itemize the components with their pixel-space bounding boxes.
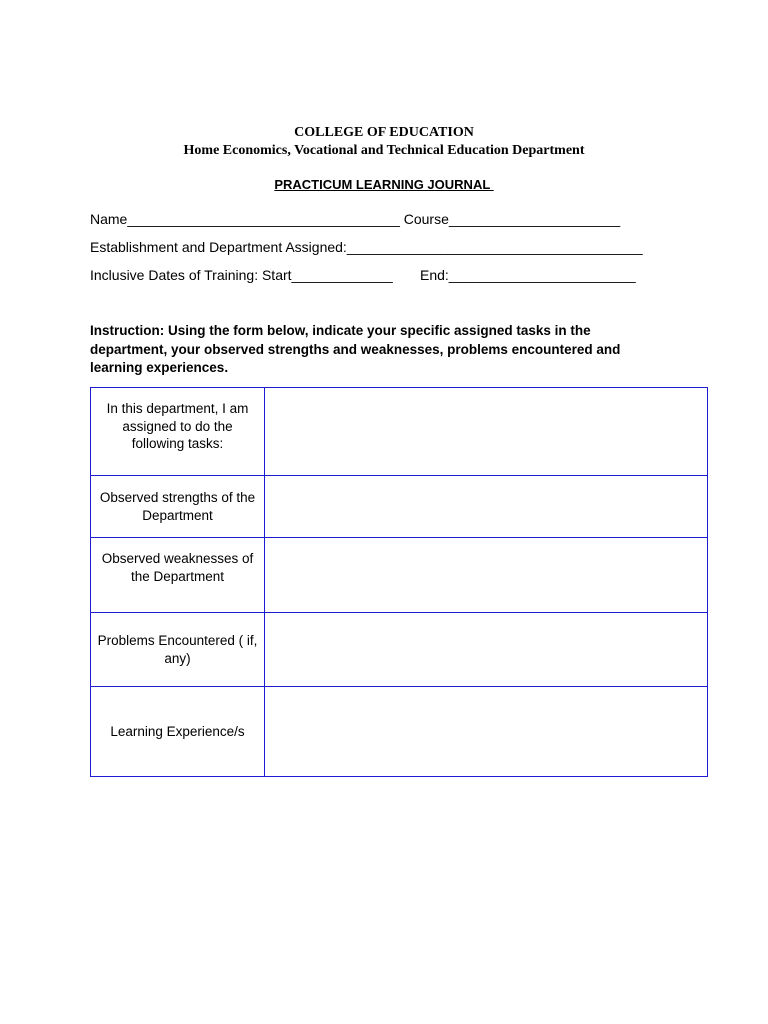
row-label-assigned-tasks: In this department, I am assigned to do the following tasks: — [91, 388, 265, 476]
training-dates-line — [90, 267, 636, 283]
input-assigned-tasks[interactable] — [265, 388, 708, 476]
input-weaknesses[interactable] — [265, 538, 708, 613]
header-college: COLLEGE OF EDUCATION — [294, 125, 474, 140]
instruction-text: Instruction: Using the form below, indicate your specific assigned tasks in the department, your observed strengths and weaknesses, problems encountered and learning experiences. — [90, 323, 621, 375]
row-label-strengths: Observed strengths of the Department — [91, 476, 265, 538]
table-row — [91, 476, 708, 538]
row-label-weaknesses: Observed weaknesses of the Department — [91, 538, 265, 613]
establishment-field[interactable]: Establishment and Department Assigned:______________________________________ — [90, 239, 643, 255]
table-row — [91, 687, 708, 777]
name-course-line — [90, 211, 620, 227]
journal-table — [90, 387, 708, 777]
name-field[interactable]: Name___________________________________ — [90, 211, 400, 227]
input-problems[interactable] — [265, 613, 708, 687]
journal-title: PRACTICUM LEARNING JOURNAL — [274, 177, 494, 192]
header-department: Home Economics, Vocational and Technical Education Department — [183, 143, 585, 158]
establishment-line — [90, 239, 643, 255]
table-row — [91, 613, 708, 687]
row-label-learning: Learning Experience/s — [91, 687, 265, 777]
table-row — [91, 538, 708, 613]
row-label-problems: Problems Encountered ( if, any) — [91, 613, 265, 687]
table-row — [91, 388, 708, 476]
input-learning[interactable] — [265, 687, 708, 777]
input-strengths[interactable] — [265, 476, 708, 538]
start-date-field[interactable]: Inclusive Dates of Training: Start_____________ — [90, 267, 393, 283]
end-date-field[interactable]: End:________________________ — [420, 267, 636, 283]
course-field[interactable]: Course______________________ — [403, 211, 621, 227]
